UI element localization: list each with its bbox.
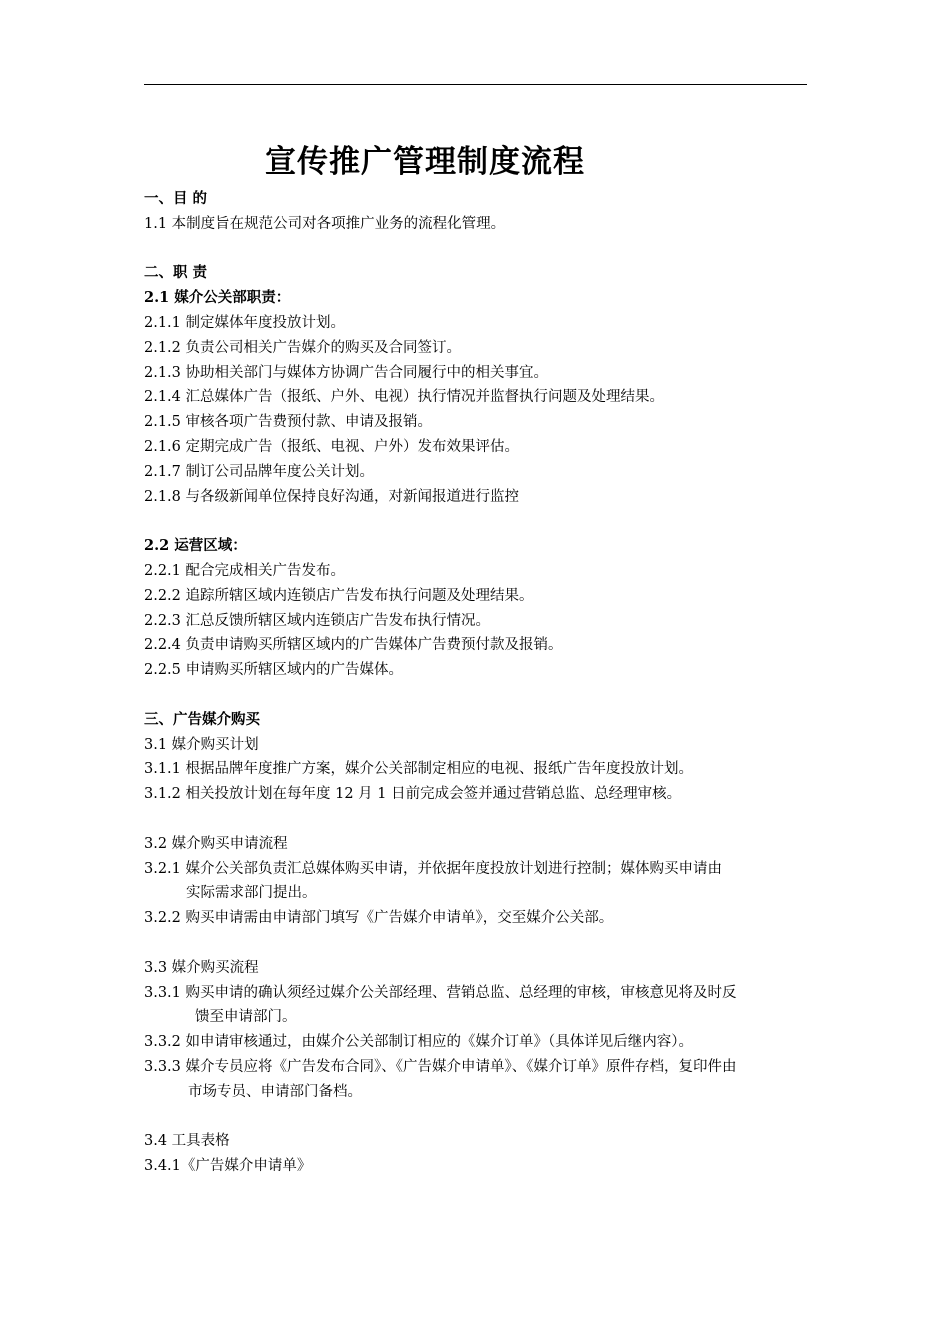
list-item: 2.1.7 制订公司品牌年度公关计划。 [144, 463, 375, 480]
clause-3-4: 3.4 工具表格 [144, 1133, 230, 1150]
list-item: 2.1.8 与各级新闻单位保持良好沟通，对新闻报道进行监控 [144, 488, 520, 505]
clause-3-3-3: 3.3.3 媒介专员应将《广告发布合同》、《广告媒介申请单》、《媒介订单》原件存档，复印件由 市场专员、申请部门备档。 [144, 1058, 737, 1100]
clause-1-1: 1.1 本制度旨在规范公司对各项推广业务的流程化管理。 [144, 215, 506, 232]
clause-3-2: 3.2 媒介购买申请流程 [144, 835, 288, 852]
clause-3-3: 3.3 媒介购买流程 [144, 959, 259, 976]
section-heading-purpose: 一、目 的 [144, 190, 208, 207]
list-item: 2.2.4 负责申请购买所辖区域内的广告媒体广告费预付款及报销。 [144, 637, 563, 654]
list-item: 2.2.3 汇总反馈所辖区域内连锁店广告发布执行情况。 [144, 612, 491, 629]
section-heading-duties: 二、职 责 [144, 264, 208, 282]
clause-3-1-2: 3.1.2 相关投放计划在每年度 12 月 1 日前完成会签并通过营销总监、总经理审核。 [144, 786, 682, 803]
list-item: 2.1.1 制定媒体年度投放计划。 [144, 314, 346, 331]
list-item: 2.1.6 定期完成广告（报纸、电视、户外）发布效果评估。 [144, 438, 520, 455]
clause-3-3-2: 3.3.2 如申请审核通过，由媒介公关部制订相应的《媒介订单》（具体详见后继内容）。 [144, 1034, 694, 1051]
list-item: 2.1.5 审核各项广告费预付款、申请及报销。 [144, 414, 433, 431]
list-item: 2.2.2 追踪所辖区域内连锁店广告发布执行问题及处理结果。 [144, 587, 534, 604]
list-item: 2.1.3 协助相关部门与媒体方协调广告合同履行中的相关事宜。 [144, 364, 549, 381]
list-item: 2.1.4 汇总媒体广告（报纸、户外、电视）执行情况并监督执行问题及处理结果。 [144, 389, 665, 406]
clause-3-4-1: 3.4.1《广告媒介申请单》 [144, 1158, 312, 1175]
header-rule [144, 84, 807, 85]
document-title: 宣传推广管理制度流程 [265, 144, 585, 180]
list-item: 2.1.2 负责公司相关广告媒介的购买及合同签订。 [144, 339, 462, 356]
document-body [144, 187, 807, 1179]
clause-3-2-2: 3.2.2 购买申请需由申请部门填写《广告媒介申请单》，交至媒介公关部。 [144, 910, 614, 927]
section-heading-media-purchase: 三、广告媒介购买 [144, 710, 260, 728]
subsection-operating-region: 2.2 运营区域： [144, 537, 247, 555]
list-item: 2.2.5 申请购买所辖区域内的广告媒体。 [144, 662, 404, 679]
clause-3-1: 3.1 媒介购买计划 [144, 736, 259, 753]
clause-3-3-1: 3.3.1 购买申请的确认须经过媒介公关部经理、营销总监、总经理的审核，审核意见将及时反 馈至申请部门。 [144, 984, 737, 1026]
subsection-media-pr: 2.1 媒介公关部职责： [144, 289, 291, 307]
clause-3-1-1: 3.1.1 根据品牌年度推广方案，媒介公关部制定相应的电视、报纸广告年度投放计划。 [144, 761, 694, 778]
list-item: 2.2.1 配合完成相关广告发布。 [144, 562, 346, 579]
clause-3-2-1: 3.2.1 媒介公关部负责汇总媒体购买申请，并依据年度投放计划进行控制；媒体购买申请由 实际需求部门提出。 [144, 860, 722, 902]
